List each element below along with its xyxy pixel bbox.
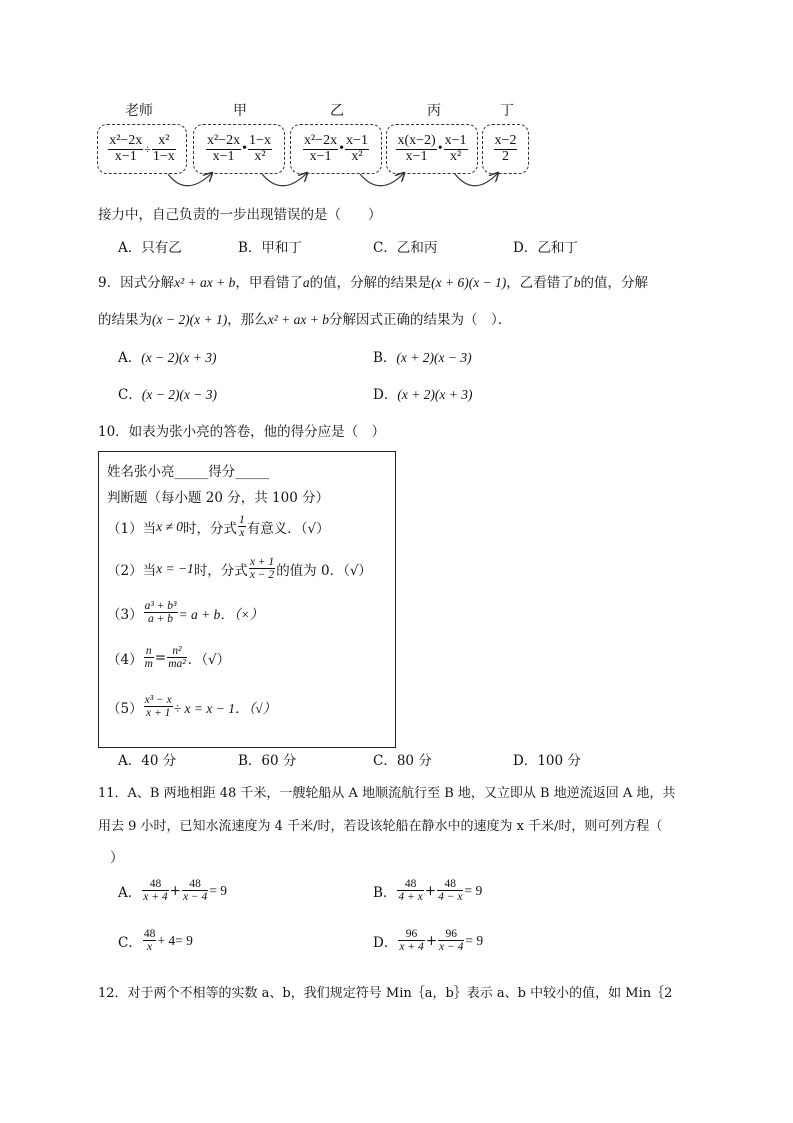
relay-box-bing: $\frac{x(x-2)}{x-1}$ • $\frac{x-1}{\text{x²}}$: [386, 124, 478, 174]
answer-sheet: [98, 451, 396, 748]
sheet-item-1: （1）当 x ≠ 0 时，分式 $\frac{1}{x}$ 有意义．（√）: [107, 514, 330, 540]
q10-option-c[interactable]: C．80 分: [373, 753, 432, 769]
sheet-item-4: （4） $\frac{n}{m}$ = $\frac{\text{n²}}{\text{ma²}}$ ．（√）: [107, 645, 231, 671]
q11-line-2: 用去 9 小时，已知水流速度为 4 千米/时，若设该轮船在静水中的速度为 x 千米/时，则可列方程（: [98, 819, 663, 834]
sheet-item-2: （2）当 x = −1 时，分式 $\frac{x + 1}{x - 2}$ 的值为 0．（√）: [107, 556, 372, 582]
sheet-item-3: （3） $\frac{\text{a³ + b³}}{a + b}$ = a + b．（×）: [107, 600, 264, 626]
sheet-item-5: （5） $\frac{\text{x³ − x}}{x + 1}$ ÷ x = x − 1．（√）: [107, 694, 277, 720]
q8-option-a[interactable]: A．只有乙: [118, 240, 182, 256]
q9-line-2: 的结果为(x − 2)(x + 1)，那么x² + ax + b分解因式正确的结果为（ ）．: [98, 312, 512, 328]
q8-question: 接力中，自己负责的一步出现错误的是（ ）: [98, 207, 382, 223]
q9-option-a[interactable]: A．(x − 2)(x + 3): [118, 350, 217, 366]
relay-box-ding: $\frac{x-2}{2}$: [482, 124, 529, 174]
q11-option-b[interactable]: B． $\frac{48}{4 + x}$ + $\frac{48}{4 - x}$ = 9: [373, 878, 483, 904]
q9-option-c[interactable]: C．(x − 2)(x − 3): [118, 387, 218, 403]
q11-option-d[interactable]: D． $\frac{96}{x + 4}$ + $\frac{96}{x - 4}$ = 9: [373, 928, 484, 954]
q10-option-a[interactable]: A．40 分: [118, 753, 177, 769]
q9-line-1: 9．因式分解x² + ax + b，甲看错了a的值，分解的结果是(x + 6)(x − 1)，乙看错了b的值，分解: [98, 275, 649, 291]
relay-box-jia: $\frac{\text{x²−2x}}{x-1}$ • $\frac{1-x}{\text{x²}}$: [193, 124, 285, 174]
arrow-4: [455, 173, 498, 186]
arrow-1: [168, 173, 212, 186]
q9-option-b[interactable]: B．(x + 2)(x − 3): [373, 350, 472, 366]
q12-line-1: 12．对于两个不相等的实数 a、b，我们规定符号 Min｛a，b｝表示 a、b 中较小的值，如 Min｛2: [98, 986, 673, 1001]
q9-option-d[interactable]: D．(x + 2)(x + 3): [373, 387, 473, 403]
q8-option-c[interactable]: C．乙和丙: [373, 240, 438, 256]
q11-option-c[interactable]: C． $\frac{48}{x}$ + 4 = 9: [118, 928, 193, 954]
sheet-subheader: 判断题（每小题 20 分，共 100 分）: [107, 490, 330, 506]
q10-option-b[interactable]: B．60 分: [238, 753, 297, 769]
q11-line-1: 11．A、B 两地相距 48 千米，一艘轮船从 A 地顺流航行至 B 地，又立即从 B 地逆流返回 A 地，共: [98, 786, 676, 801]
relay-label-bing: 丙: [427, 103, 441, 119]
q10-option-d[interactable]: D．100 分: [513, 753, 581, 769]
arrow-2: [262, 173, 307, 186]
q10-question: 10．如表为张小亮的答卷，他的得分应是（ ）: [98, 424, 386, 440]
relay-box-yi: $\frac{\text{x²−2x}}{x-1}$ • $\frac{x-1}{\text{x²}}$: [290, 124, 382, 174]
relay-label-teacher: 老师: [125, 103, 153, 119]
relay-label-yi: 乙: [330, 103, 344, 119]
relay-arrows: [0, 0, 793, 200]
q11-line-3: ）: [110, 850, 124, 866]
relay-label-jia: 甲: [233, 103, 247, 119]
arrow-3: [360, 173, 404, 186]
relay-box-teacher: $\frac{\text{x²−2x}}{x-1}$ ÷ $\frac{\text{x²}}{1-x}$: [97, 124, 187, 174]
q8-option-b[interactable]: B．甲和丁: [238, 240, 302, 256]
relay-label-ding: 丁: [500, 103, 514, 119]
q11-option-a[interactable]: A． $\frac{48}{x + 4}$ + $\frac{48}{x - 4}$ = 9: [118, 878, 228, 904]
q8-option-d[interactable]: D．乙和丁: [513, 240, 578, 256]
sheet-header: 姓名张小亮_____得分_____: [107, 464, 269, 480]
